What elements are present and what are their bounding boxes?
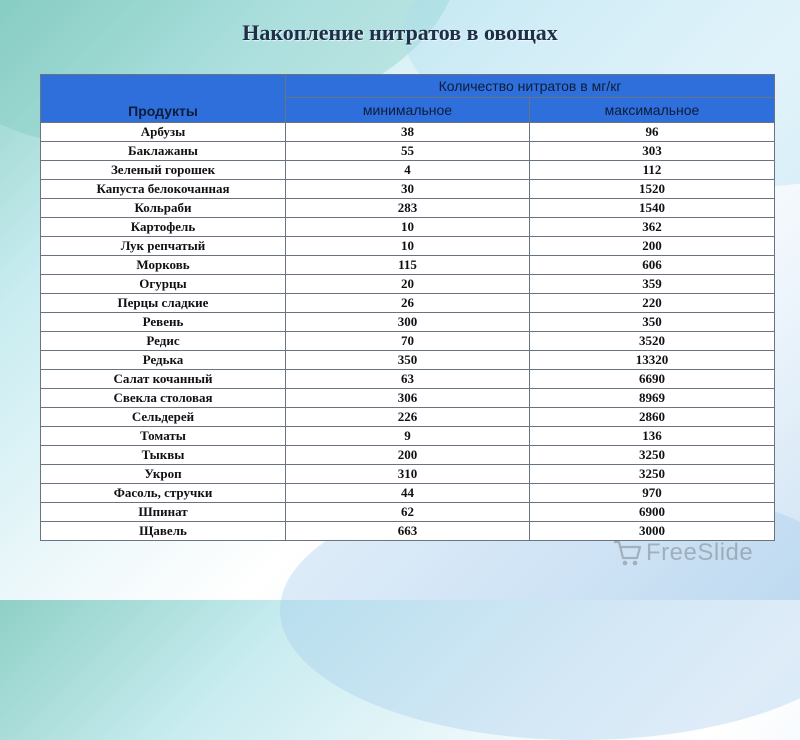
watermark [612,536,772,570]
cell-product: Редька [41,351,286,370]
cell-max: 362 [530,218,775,237]
cell-max: 3250 [530,465,775,484]
cell-product: Тыквы [41,446,286,465]
watermark-text: FreeSlide [646,539,754,566]
cell-min: 10 [286,218,530,237]
table-row [41,408,775,427]
cell-max: 2860 [530,408,775,427]
table-row [41,465,775,484]
cell-product: Редис [41,332,286,351]
table-body [41,123,775,541]
table-row [41,199,775,218]
cell-min: 10 [286,237,530,256]
cell-min: 20 [286,275,530,294]
cell-min: 62 [286,503,530,522]
cell-product: Укроп [41,465,286,484]
cell-max: 970 [530,484,775,503]
cell-product: Перцы сладкие [41,294,286,313]
cell-min: 9 [286,427,530,446]
cell-product: Щавель [41,522,286,541]
table-row [41,237,775,256]
cell-product: Морковь [41,256,286,275]
nitrates-table [40,74,775,541]
cell-max: 303 [530,142,775,161]
table-row [41,313,775,332]
cell-min: 306 [286,389,530,408]
cell-min: 350 [286,351,530,370]
cell-max: 13320 [530,351,775,370]
cell-min: 63 [286,370,530,389]
cell-max: 359 [530,275,775,294]
cell-min: 310 [286,465,530,484]
table-row [41,389,775,408]
cell-product: Картофель [41,218,286,237]
cell-max: 3250 [530,446,775,465]
cell-product: Свекла столовая [41,389,286,408]
cell-max: 6690 [530,370,775,389]
cell-min: 4 [286,161,530,180]
table-row [41,275,775,294]
cell-min: 663 [286,522,530,541]
cell-max: 350 [530,313,775,332]
cell-min: 26 [286,294,530,313]
header-products: Продукты [41,75,286,123]
cell-product: Лук репчатый [41,237,286,256]
cell-max: 220 [530,294,775,313]
cell-product: Томаты [41,427,286,446]
cell-product: Зеленый горошек [41,161,286,180]
cell-min: 70 [286,332,530,351]
table-row [41,218,775,237]
cell-max: 112 [530,161,775,180]
table-row [41,370,775,389]
cell-min: 30 [286,180,530,199]
table-row [41,294,775,313]
cart-icon [612,538,642,568]
cell-min: 226 [286,408,530,427]
cell-product: Фасоль, стручки [41,484,286,503]
cell-max: 3520 [530,332,775,351]
table-row [41,256,775,275]
table-row [41,427,775,446]
table-row [41,161,775,180]
cell-min: 55 [286,142,530,161]
table-row [41,332,775,351]
cell-min: 200 [286,446,530,465]
table-row [41,142,775,161]
cell-max: 8969 [530,389,775,408]
cell-min: 283 [286,199,530,218]
cell-max: 136 [530,427,775,446]
cell-min: 115 [286,256,530,275]
header-min: минимальное [286,98,530,123]
header-quantity: Количество нитратов в мг/кг [286,75,775,98]
cell-product: Огурцы [41,275,286,294]
cell-product: Ревень [41,313,286,332]
cell-min: 38 [286,123,530,142]
cell-max: 6900 [530,503,775,522]
table-row [41,351,775,370]
cell-product: Кольраби [41,199,286,218]
table-row [41,484,775,503]
table-row [41,180,775,199]
cell-max: 3000 [530,522,775,541]
cell-max: 1520 [530,180,775,199]
cell-product: Шпинат [41,503,286,522]
cell-min: 44 [286,484,530,503]
table-row [41,123,775,142]
cell-max: 606 [530,256,775,275]
cell-product: Салат кочанный [41,370,286,389]
table-row [41,503,775,522]
cell-product: Арбузы [41,123,286,142]
cell-max: 96 [530,123,775,142]
cell-max: 200 [530,237,775,256]
cell-product: Капуста белокочанная [41,180,286,199]
cell-product: Сельдерей [41,408,286,427]
header-max: максимальное [530,98,775,123]
slide-title: Накопление нитратов в овощах [242,20,558,45]
table-row [41,446,775,465]
cell-min: 300 [286,313,530,332]
cell-product: Баклажаны [41,142,286,161]
cell-max: 1540 [530,199,775,218]
